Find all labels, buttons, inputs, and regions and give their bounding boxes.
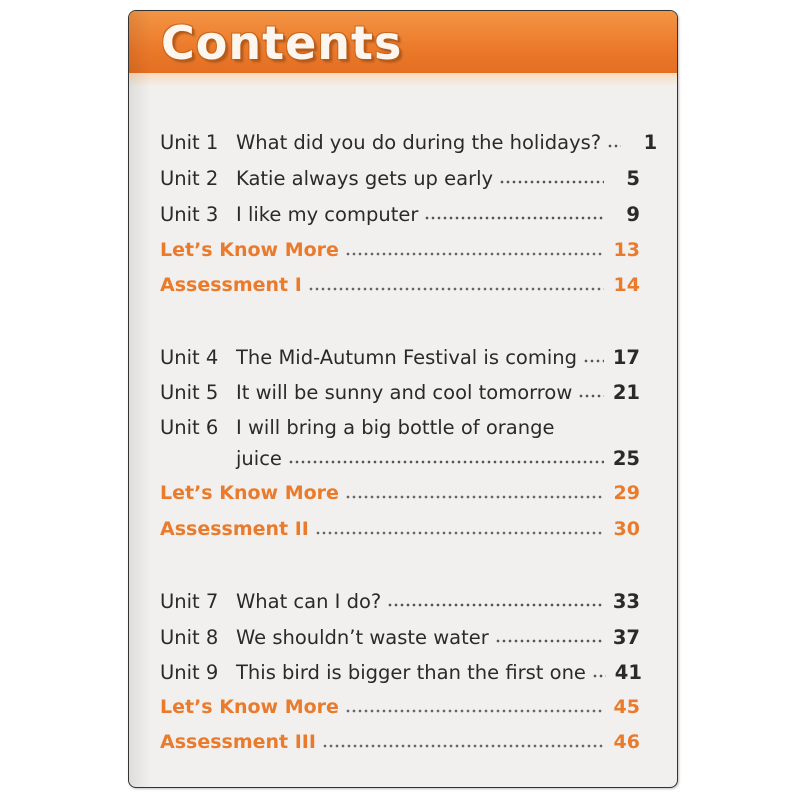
entry-title: Let’s Know More — [160, 696, 339, 718]
page-number: 41 — [614, 660, 642, 684]
entry-title: What can I do? — [236, 589, 382, 613]
toc-entry-unit-5[interactable] — [160, 377, 640, 407]
unit-label: Unit 9 — [160, 660, 219, 684]
toc-entry-unit-7[interactable] — [160, 586, 640, 616]
toc-entry-unit-4[interactable] — [160, 342, 640, 372]
page-number: 13 — [613, 239, 640, 261]
dot-leader — [387, 602, 604, 608]
entry-title: Assessment I — [160, 274, 302, 296]
toc-entry-assessment-2[interactable] — [160, 514, 640, 544]
page-number: 37 — [612, 625, 640, 649]
dot-leader — [424, 215, 604, 221]
dot-leader — [345, 251, 604, 257]
entry-title: Assessment II — [160, 518, 309, 540]
unit-label: Unit 2 — [160, 166, 219, 190]
toc-entry-unit-9[interactable] — [160, 657, 640, 687]
entry-title: Let’s Know More — [160, 482, 339, 504]
page-number: 46 — [613, 731, 640, 753]
page-number: 17 — [612, 345, 640, 369]
unit-label: Unit 5 — [160, 380, 219, 404]
entry-title: This bird is bigger than the first one — [236, 660, 586, 684]
contents-page — [128, 10, 678, 788]
entry-title: Assessment III — [160, 731, 316, 753]
unit-label: Unit 3 — [160, 202, 219, 226]
entry-title: Let’s Know More — [160, 239, 339, 261]
toc-entry-unit-2[interactable] — [160, 163, 640, 193]
entry-title: Katie always gets up early — [236, 166, 494, 190]
unit-label: Unit 4 — [160, 345, 219, 369]
dot-leader — [499, 179, 604, 185]
toc-entry-unit-8[interactable] — [160, 622, 640, 652]
toc-entry-assessment-1[interactable] — [160, 270, 640, 300]
unit-label: Unit 8 — [160, 625, 219, 649]
toc-entry-unit-6[interactable] — [160, 412, 640, 442]
dot-leader — [607, 143, 621, 149]
toc-entry-lets-know-more-3[interactable] — [160, 692, 640, 722]
unit-label: Unit 7 — [160, 589, 219, 613]
page-number: 9 — [626, 202, 640, 226]
entry-title: I like my computer — [236, 202, 419, 226]
page-number: 30 — [613, 518, 640, 540]
toc-entry-unit-1[interactable] — [160, 127, 658, 157]
page-title: Contents — [161, 16, 403, 70]
toc-entry-lets-know-more-1[interactable] — [160, 235, 640, 265]
unit-label: Unit 6 — [160, 415, 219, 439]
dot-leader — [345, 494, 604, 500]
entry-title: What did you do during the holidays? — [236, 130, 602, 154]
entry-title: I will bring a big bottle of orange — [236, 415, 555, 439]
page-number: 5 — [626, 166, 640, 190]
page-number: 45 — [613, 696, 640, 718]
table-of-contents — [129, 11, 677, 787]
toc-entry-lets-know-more-2[interactable] — [160, 478, 640, 508]
unit-label: Unit 1 — [160, 130, 219, 154]
page-number: 33 — [612, 589, 640, 613]
toc-entry-unit-3[interactable] — [160, 199, 640, 229]
dot-leader — [288, 459, 604, 465]
dot-leader — [315, 530, 604, 536]
entry-title: We shouldn’t waste water — [236, 625, 489, 649]
toc-entry-unit-6-continued[interactable] — [236, 443, 640, 473]
page-number: 1 — [643, 130, 658, 154]
dot-leader — [592, 673, 606, 679]
entry-title: It will be sunny and cool tomorrow — [236, 380, 573, 404]
entry-title-continued: juice — [236, 446, 282, 470]
page-number: 25 — [612, 446, 640, 470]
entry-title: The Mid-Autumn Festival is coming — [236, 345, 578, 369]
dot-leader — [583, 358, 604, 364]
toc-entry-assessment-3[interactable] — [160, 727, 640, 757]
dot-leader — [495, 638, 604, 644]
page-number: 14 — [613, 274, 640, 296]
dot-leader — [322, 743, 604, 749]
dot-leader — [345, 708, 604, 714]
page-number: 21 — [612, 380, 640, 404]
dot-leader — [578, 393, 604, 399]
page-number: 29 — [613, 482, 640, 504]
dot-leader — [308, 286, 604, 292]
